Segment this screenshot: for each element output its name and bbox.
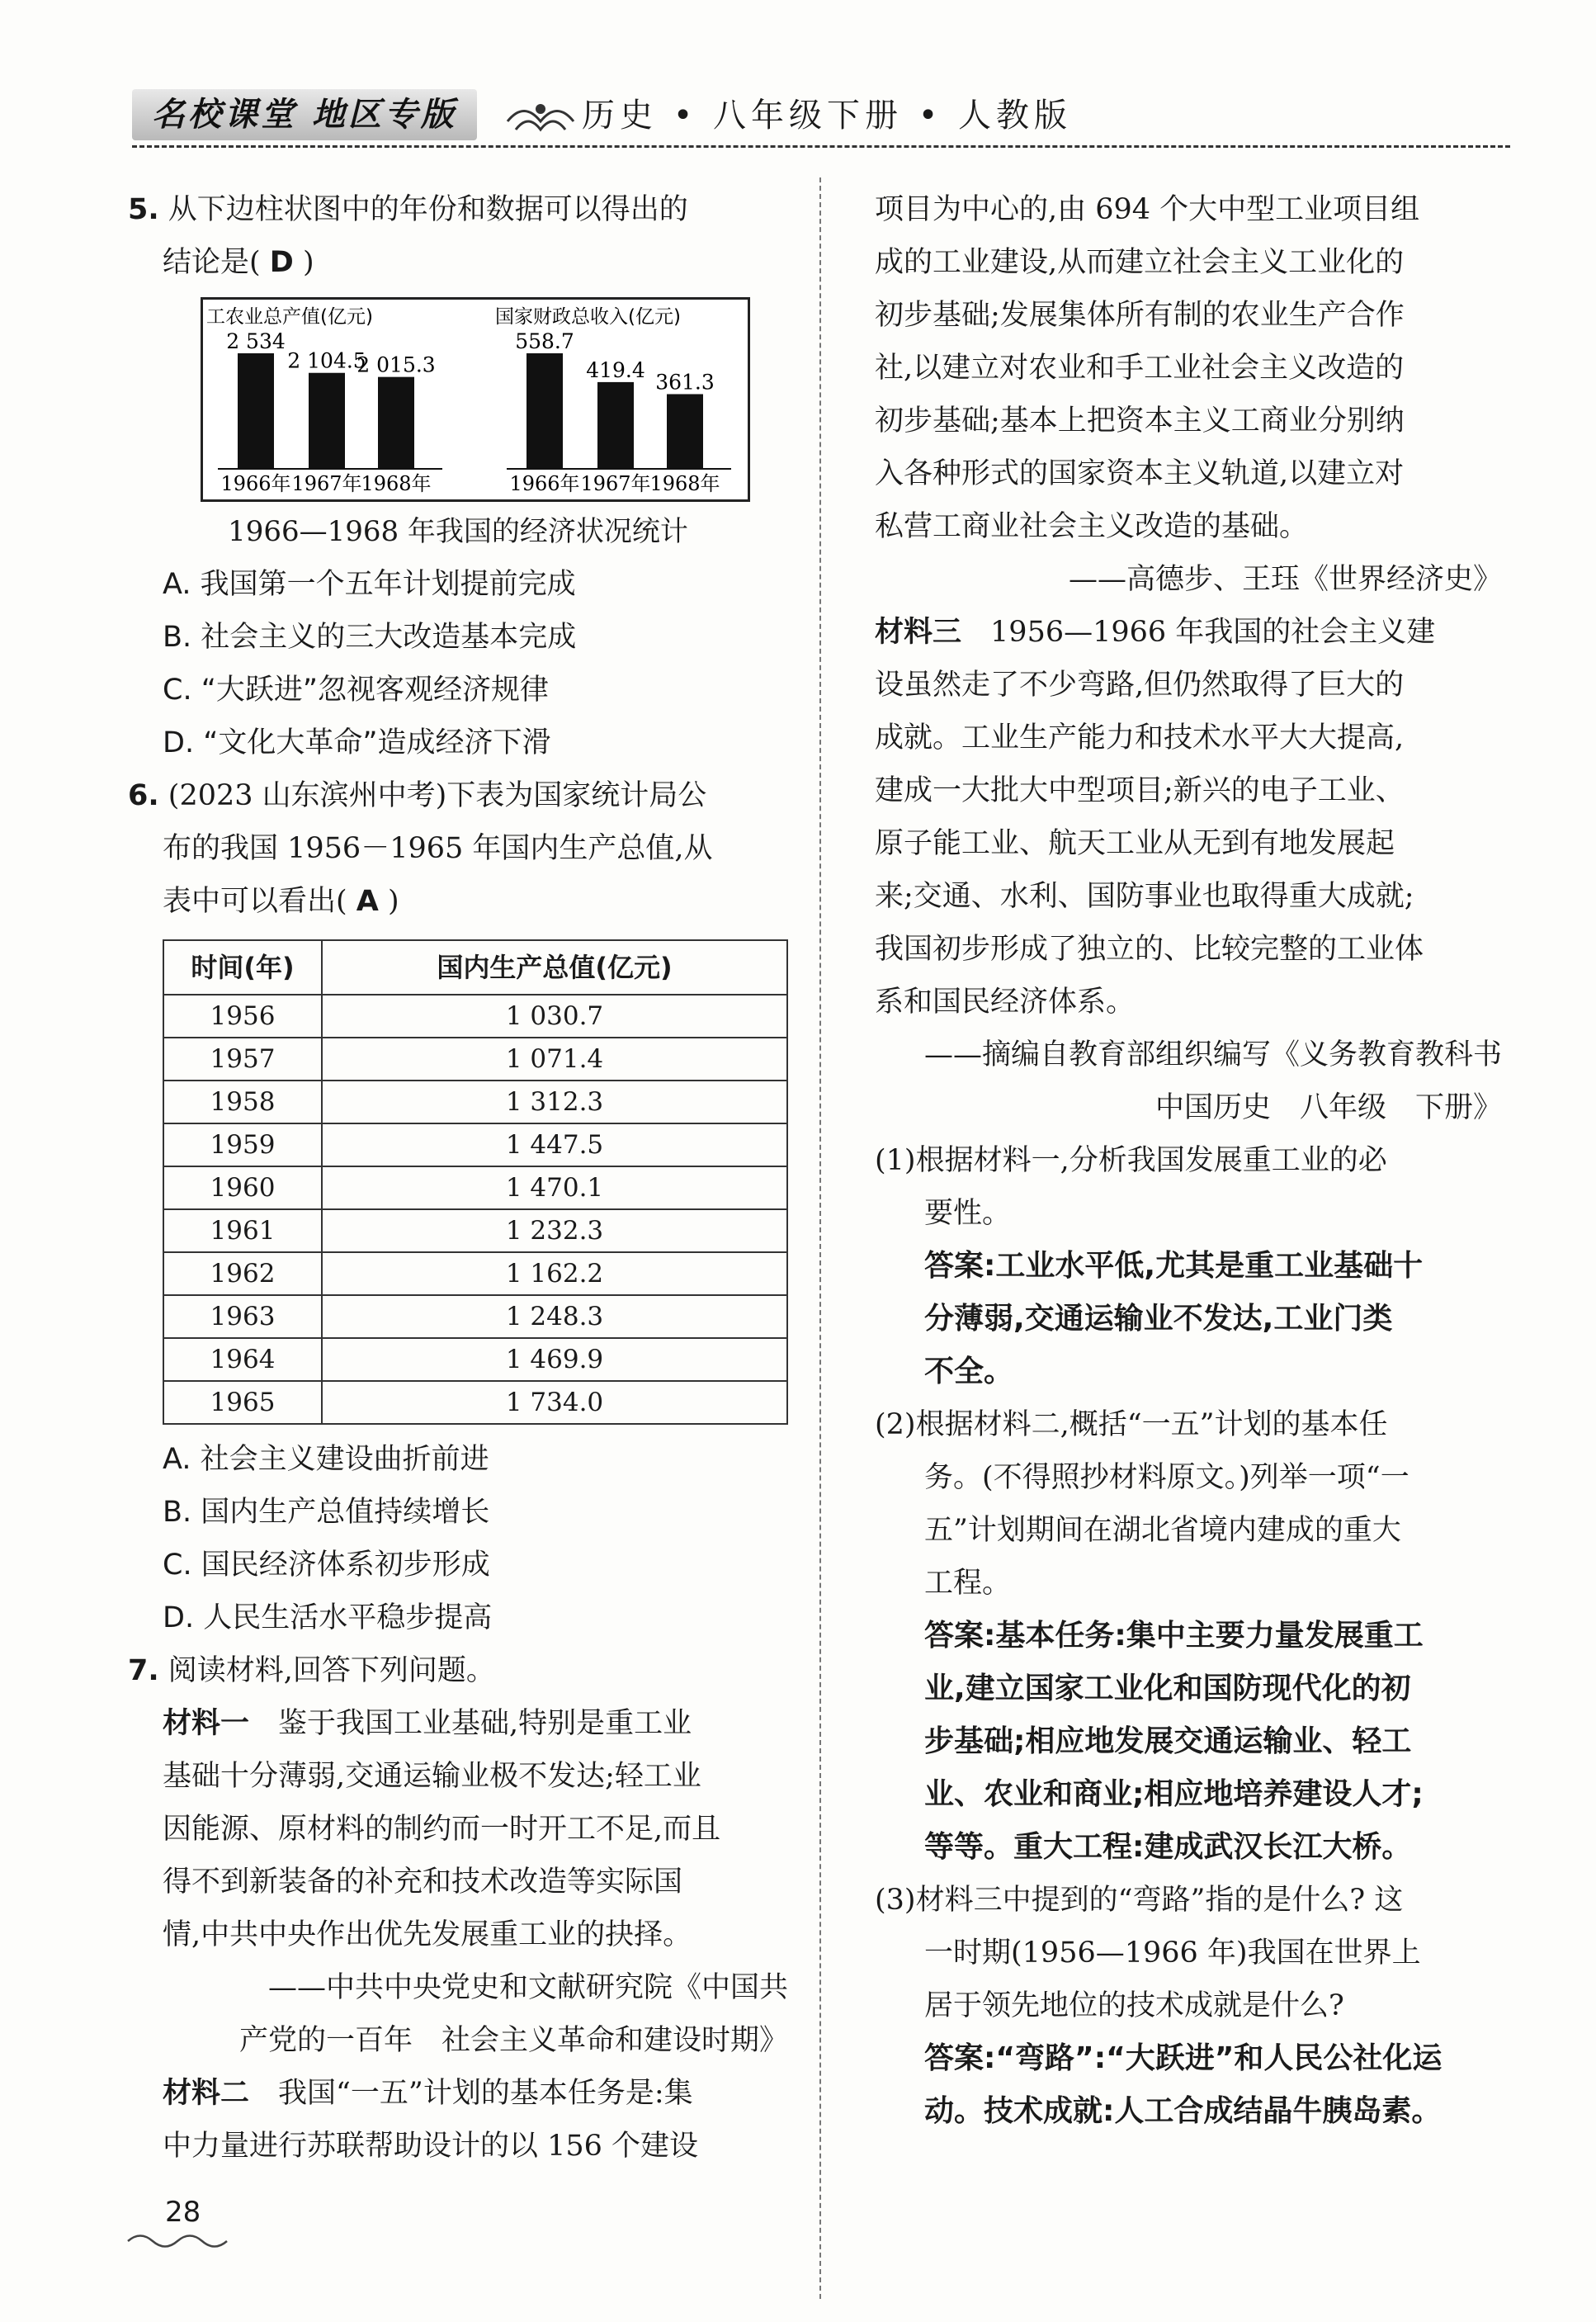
bar-value-label: 2 534 — [226, 329, 286, 353]
answer-3: 动。技术成就:人工合成结晶牛胰岛素。 — [924, 2094, 1442, 2128]
material-3-first-line: 材料三 1956—1966 年我国的社会主义建 — [875, 616, 1436, 649]
table-cell-year: 1960 — [163, 1166, 322, 1209]
material-1-first-line: 材料一 鉴于我国工业基础,特别是重工业 — [163, 1707, 692, 1740]
material-2-line: 初步基础;基本上把资本主义工商业分别纳 — [875, 404, 1405, 437]
q6-stem-line1: 6. (2023 山东滨州中考)下表为国家统计局公 — [128, 779, 707, 812]
table-cell-year: 1963 — [163, 1295, 322, 1338]
material-2-line: 中力量进行苏联帮助设计的以 156 个建设 — [163, 2130, 699, 2163]
q6-option-a: A. 社会主义建设曲折前进 — [163, 1443, 489, 1476]
table-row — [163, 1338, 787, 1381]
material-3-source: 中国历史 八年级 下册》 — [1155, 1091, 1502, 1124]
x-tick-label: 1967年 — [580, 472, 651, 495]
bar-value-label: 2 104.5 — [287, 348, 366, 373]
sub-question-1: (1)根据材料一,分析我国发展重工业的必 — [875, 1144, 1387, 1177]
table-cell-year: 1959 — [163, 1123, 322, 1166]
sub-question-1: 要性。 — [924, 1197, 1012, 1230]
table-cell-year: 1962 — [163, 1252, 322, 1295]
material-3-source: ——摘编自教育部组织编写《义务教育教科书 — [923, 1038, 1502, 1071]
q5-option-a: A. 我国第一个五年计划提前完成 — [163, 568, 576, 601]
page-number: 28 — [165, 2196, 201, 2229]
answer-2: 业,建立国家工业化和国防现代化的初 — [924, 1672, 1411, 1705]
q6-answer: A — [356, 885, 379, 918]
answer-2: 业、农业和商业;相应地培养建设人才; — [924, 1777, 1424, 1811]
q5-option-d: D. “文化大革命”造成经济下滑 — [163, 726, 551, 759]
table-header-gdp: 国内生产总值(亿元) — [322, 940, 787, 995]
table-cell-gdp: 1 447.5 — [322, 1123, 787, 1166]
page-header — [132, 89, 1510, 147]
bar — [378, 377, 414, 469]
table-row — [163, 1123, 787, 1166]
bar-value-label: 558.7 — [515, 329, 574, 353]
table-cell-year: 1958 — [163, 1081, 322, 1123]
wave-ornament-icon — [503, 92, 578, 142]
table-cell-gdp: 1 071.4 — [322, 1038, 787, 1081]
table-cell-gdp: 1 248.3 — [322, 1295, 787, 1338]
q6-option-c: C. 国民经济体系初步形成 — [163, 1549, 490, 1582]
table-cell-gdp: 1 734.0 — [322, 1381, 787, 1424]
right-column — [875, 183, 1502, 2138]
material-3-line: 系和国民经济体系。 — [875, 986, 1136, 1019]
table-cell-gdp: 1 312.3 — [322, 1081, 787, 1123]
table-row — [163, 995, 787, 1038]
material-2-line: 初步基础;发展集体所有制的农业生产合作 — [875, 299, 1405, 332]
material-1-line: 情,中共中央作出优先发展重工业的抉择。 — [163, 1918, 692, 1951]
material-2-line: 项目为中心的,由 694 个大中型工业项目组 — [875, 193, 1420, 226]
q5-stem-line2: 结论是( D ) — [163, 246, 314, 279]
chart-title: 工农业总产值(亿元) — [206, 306, 373, 328]
answer-2: 步基础;相应地发展交通运输业、轻工 — [924, 1724, 1412, 1758]
x-tick-label: 1968年 — [361, 472, 432, 495]
material-3-line: 建成一大批大中型项目;新兴的电子工业、 — [875, 774, 1405, 807]
x-tick-label: 1968年 — [649, 472, 720, 495]
sub-question-2: (2)根据材料二,概括“一五”计划的基本任 — [875, 1408, 1388, 1441]
material-1-source: ——中共中央党史和文献研究院《中国共 — [267, 1971, 788, 2004]
material-3-line: 成就。工业生产能力和技术水平大大提高, — [875, 721, 1405, 754]
material-2-line: 私营工商业社会主义改造的基础。 — [875, 510, 1309, 543]
material-3-line: 来;交通、水利、国防事业也取得重大成就; — [875, 880, 1414, 913]
table-row — [163, 1209, 787, 1252]
bar-chart — [201, 297, 750, 502]
table-cell-year: 1957 — [163, 1038, 322, 1081]
bar — [597, 382, 634, 469]
sub-question-3: 一时期(1956—1966 年)我国在世界上 — [924, 1937, 1421, 1970]
x-tick-label: 1967年 — [291, 472, 362, 495]
material-1-source: 产党的一百年 社会主义革命和建设时期》 — [238, 2024, 788, 2057]
q5-option-c: C. “大跃进”忽视客观经济规律 — [163, 674, 549, 707]
material-2-line: 成的工业建设,从而建立社会主义工业化的 — [875, 246, 1405, 279]
q6-stem-line3: 表中可以看出( A ) — [163, 885, 399, 918]
table-cell-year: 1964 — [163, 1338, 322, 1381]
table-row — [163, 1166, 787, 1209]
q5-answer: D — [269, 246, 294, 279]
table-cell-gdp: 1 162.2 — [322, 1252, 787, 1295]
bar — [667, 394, 703, 469]
bar — [309, 373, 345, 469]
sub-question-2: 五”计划期间在湖北省境内建成的重大 — [924, 1514, 1401, 1547]
material-1-line: 基础十分薄弱,交通运输业极不发达;轻工业 — [163, 1760, 701, 1793]
material-1-line: 得不到新装备的补充和技术改造等实际国 — [163, 1866, 683, 1899]
material-2-source: ——高德步、王珏《世界经济史》 — [1068, 563, 1502, 596]
column-divider — [819, 177, 821, 2299]
answer-1: 分薄弱,交通运输业不发达,工业门类 — [924, 1302, 1393, 1336]
chart-caption: 1966—1968 年我国的经济状况统计 — [228, 515, 688, 548]
table-cell-year: 1956 — [163, 995, 322, 1038]
chart-title: 国家财政总收入(亿元) — [495, 306, 681, 328]
answer-1: 不全。 — [924, 1355, 1014, 1388]
table-cell-gdp: 1 470.1 — [322, 1166, 787, 1209]
bar-value-label: 361.3 — [655, 370, 715, 395]
gdp-table — [163, 939, 788, 1425]
answer-2: 答案:基本任务:集中主要力量发展重工 — [924, 1619, 1424, 1653]
answer-3: 答案:“弯路”:“大跃进”和人民公社化运 — [924, 2041, 1443, 2075]
table-row — [163, 1381, 787, 1424]
table-row — [163, 1252, 787, 1295]
bar-value-label: 2 015.3 — [357, 352, 436, 377]
answer-1: 答案:工业水平低,尤其是重工业基础十 — [924, 1249, 1424, 1283]
subject-title: 历史 • 八年级下册 • 人教版 — [582, 97, 1073, 135]
table-cell-year: 1965 — [163, 1381, 322, 1424]
q7-stem: 7. 阅读材料,回答下列问题。 — [128, 1654, 495, 1687]
answer-2: 等等。重大工程:建成武汉长江大桥。 — [924, 1830, 1412, 1864]
material-2-line: 社,以建立对农业和手工业社会主义改造的 — [875, 352, 1405, 385]
bar — [526, 353, 563, 469]
chart-canvas — [203, 300, 748, 499]
material-3-line: 设虽然走了不少弯路,但仍然取得了巨大的 — [875, 669, 1405, 702]
table-row — [163, 1295, 787, 1338]
table-header-year: 时间(年) — [163, 940, 322, 995]
table-cell-gdp: 1 030.7 — [322, 995, 787, 1038]
sub-question-3: 居于领先地位的技术成就是什么? — [924, 1989, 1344, 2022]
bar — [238, 353, 274, 469]
q6-option-d: D. 人民生活水平稳步提高 — [163, 1601, 493, 1634]
footer-ornament-icon — [124, 2229, 231, 2253]
x-tick-label: 1966年 — [509, 472, 580, 495]
table-cell-year: 1961 — [163, 1209, 322, 1252]
table-row — [163, 1038, 787, 1081]
brand-banner: 名校课堂 地区专版 — [132, 89, 477, 140]
bar-value-label: 419.4 — [586, 357, 645, 382]
table-header-row — [163, 940, 787, 995]
material-1-line: 因能源、原材料的制约而一时开工不足,而且 — [163, 1813, 721, 1846]
x-tick-label: 1966年 — [220, 472, 291, 495]
left-column — [128, 183, 788, 2173]
material-2-line: 入各种形式的国家资本主义轨道,以建立对 — [875, 457, 1405, 490]
material-2-first-line: 材料二 我国“一五”计划的基本任务是:集 — [163, 2077, 693, 2110]
material-3-line: 我国初步形成了独立的、比较完整的工业体 — [875, 933, 1424, 966]
q5-option-b: B. 社会主义的三大改造基本完成 — [163, 621, 577, 654]
sub-question-2: 工程。 — [924, 1567, 1012, 1600]
table-cell-gdp: 1 469.9 — [322, 1338, 787, 1381]
header-rule — [132, 145, 1510, 148]
table-row — [163, 1081, 787, 1123]
sub-question-2: 务。(不得照抄材料原文。)列举一项“一 — [924, 1461, 1409, 1494]
q5-stem-line1: 5. 从下边柱状图中的年份和数据可以得出的 — [128, 193, 688, 226]
q6-stem-line2: 布的我国 1956－1965 年国内生产总值,从 — [163, 832, 713, 865]
table-cell-gdp: 1 232.3 — [322, 1209, 787, 1252]
q6-option-b: B. 国内生产总值持续增长 — [163, 1496, 490, 1529]
material-3-line: 原子能工业、航天工业从无到有地发展起 — [875, 827, 1395, 860]
sub-question-3: (3)材料三中提到的“弯路”指的是什么? 这 — [875, 1884, 1404, 1917]
